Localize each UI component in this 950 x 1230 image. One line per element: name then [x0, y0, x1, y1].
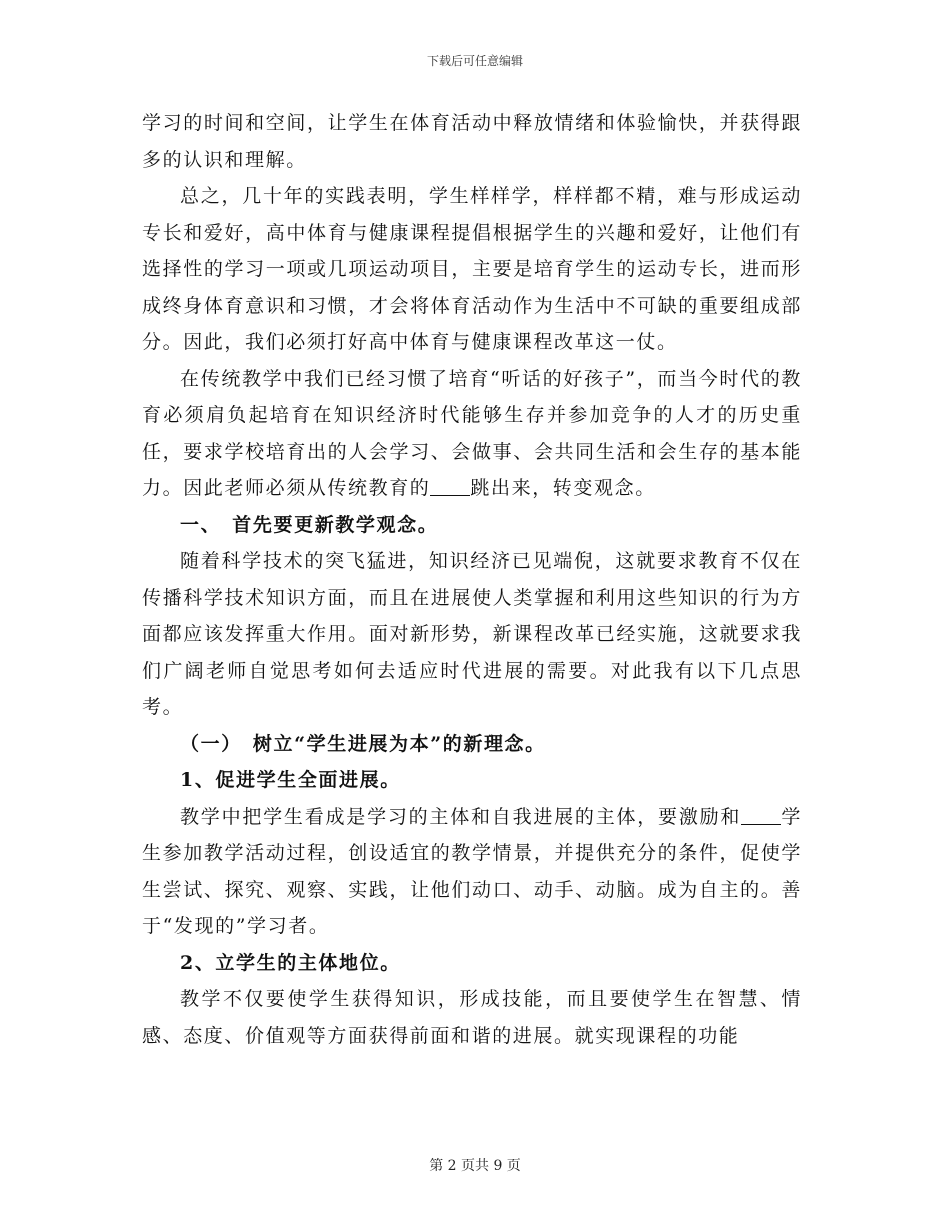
- paragraph-continued: 学习的时间和空间，让学生在体育活动中释放情绪和体验愉快，并获得跟多的认识和理解。: [142, 112, 802, 171]
- paragraph-traditional-teaching: [142, 361, 802, 507]
- paragraph-text-part: 教学中把学生看成是学习的主体和自我进展的主体，要激励和: [180, 805, 742, 828]
- fill-blank: [430, 476, 470, 496]
- item-heading-1: 1、促进学生全面进展。: [180, 769, 401, 791]
- paragraph-text-part: 跳出来，转变观念。: [470, 477, 656, 499]
- document-body: [142, 105, 802, 1054]
- paragraph-summary: 总之，几十年的实践表明，学生样样学，样样都不精，难与形成运动专长和爱好，高中体育与健康课程提倡根据学生的兴趣和爱好，让他们有选择性的学习一项或几项运动项目，主要是培育学生的运动专长，进而形成终身体育意识和习惯，才会将体育活动作为生活中不可缺的重要组成部分。因此，我们必须打好高中体育与健康课程改革这一仗。: [142, 185, 802, 353]
- paragraph-text-part: 在传统教学中我们已经习惯了培育“听话的好孩子”，而当今时代的教育必须肩负起培育在知识经济时代能够生存并参加竞争的人才的历史重任，要求学校培育出的人会学习、会做事、会共同生活和会生存的基本能力。因此老师必须从传统教育的: [142, 367, 802, 499]
- paragraph-student-development: [142, 799, 802, 945]
- subsection-heading-1: （一） 树立“学生进展为本”的新理念。: [180, 732, 546, 755]
- paragraph-technology: 随着科学技术的突飞猛进，知识经济已见端倪，这就要求教育不仅在传播科学技术知识方面，而且在进展使人类掌握和利用这些知识的行为方面都应该发挥重大作用。面对新形势，新课程改革已经实施，这就要求我们广阔老师自觉思考如何去适应时代进展的需要。对此我有以下几点思考。: [142, 550, 802, 718]
- item-heading-2: 2、立学生的主体地位。: [180, 951, 401, 974]
- paragraph-teaching-goals: 教学不仅要使学生获得知识，形成技能，而且要使学生在智慧、情感、态度、价值观等方面获得前面和谐的进展。就实现课程的功能: [142, 988, 802, 1047]
- fill-blank: [741, 805, 781, 825]
- page-number: 第 2 页共 9 页: [429, 1158, 521, 1174]
- page-header: 下载后可任意编辑: [426, 54, 523, 68]
- section-heading-1: 一、 首先要更新教学观念。: [180, 513, 439, 536]
- paragraph-text-part: 学生参加教学活动过程，创设适宜的教学情景，并提供充分的条件，促使学生尝试、探究、观察、实践，让他们动口、动手、动脑。成为自主的。善于“发现的”学习者。: [142, 805, 803, 937]
